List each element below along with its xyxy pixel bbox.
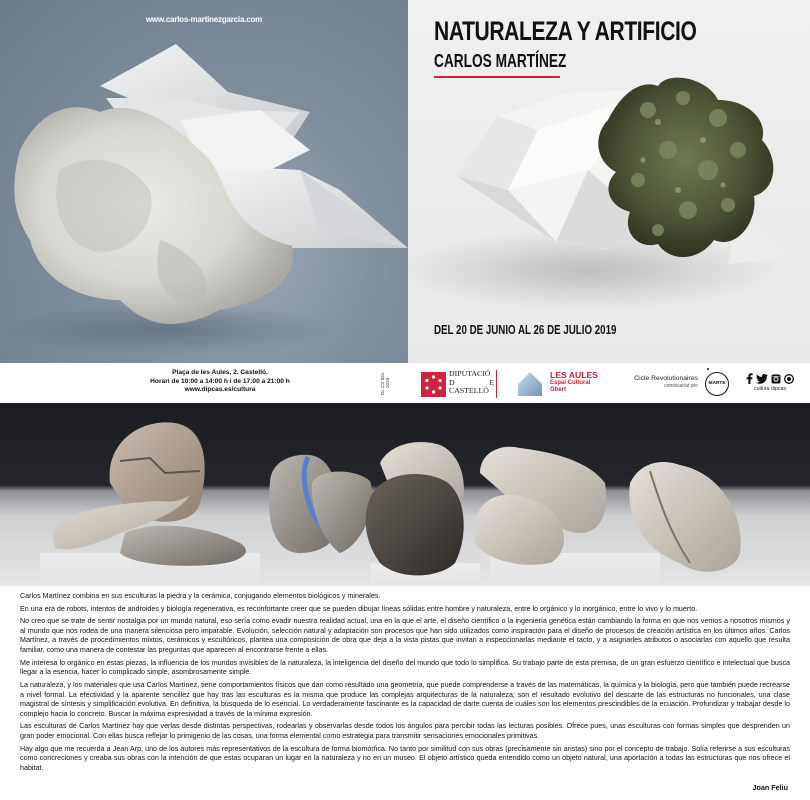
article-paragraph: Las esculturas de Carlos Martínez hay que verlas desde distintas perspectivas, rodearlas y observarlas desde todos los ángulos para percibir todas las lecturas posibles. Ofrece pues, unas esculturas con formas simples que desprenden un gran poder emocional. Con ellas busca reflejar lo primigenio de las cosas, una forma elemental como estrategia para transmitir sensaciones emocionales primitivas.: [20, 722, 790, 741]
instagram-icon[interactable]: [771, 374, 781, 384]
article-paragraph: Hay algo que me recuerda a Jean Arp, uno de los autores más representativos de la escultura de forma biomórfica. No tanto por similitud con sus obras (precisamente sin aristas) sino por el concepto de trabajo. Solía referirse a sus esculturas como concreciones y creaba sus obras con la intención de que estas ocuparan un lugar en la naturaleza y no en un museo. El objeto artístico queda entendido como un objeto natural, una aportación a todas las estructuras que nos ofrece el habitat.: [20, 744, 790, 773]
facebook-icon[interactable]: [746, 373, 753, 384]
stone-paper-sculpture-illustration: [0, 0, 408, 363]
marte-dot-icon: [707, 368, 709, 370]
les-aules-sub2: Obert: [550, 386, 567, 393]
artist-name: CARLOS MARTÍNEZ: [434, 50, 567, 71]
venue-hours: Horari de 10:00 a 14:00 h i de 17:00 a 21:00 h: [150, 377, 290, 385]
article-paragraph: No creo que se trate de sentir nostalgia por un mundo natural, eso sería como evadir nuestra realidad actual, una en la que el arte, el diseño científico o la ingeniería genética están cambiando la forma en que nos vemos a nosotros mismos y al mundo que nos rodea de una manera silenciosa pero imparable. Evolución, selección natural y adaptación son procesos que han sido utilizados como inspiración para el diseño de procesos de creación artística en los últimos años. Carlos Martínez, a través de procedimientos mixtos, cerámicos y escultóricos, plantea una composición de obra que deja a la vista pistas que invitan a inspeccionarlas mediante el tacto, y a asignarles atributos o asociarlas con aquello que resulta familiar, como una manera de contestar las preguntas que aparecen al encontrarse frente a ellas.: [20, 617, 790, 655]
title-panel: [408, 0, 810, 363]
article-paragraph: La naturaleza, y los materiales que usa Carlos Martínez, tiene comportamientos físicos que dan como resultado una geometría, que puede comprenderse a través de las matemáticas, la química y la biología, pero que también puede recrearse a nivel formal. La efectividad y la aparente sencillez que hay tras las esculturas es la misma que produce las complejas arquitecturas de la naturaleza; son el resultado evolutivo del descarte de las estructuras no funcionales, una clase magistral de síntesis y simplificación evolutiva. En definitiva, la búsqueda de lo esencial. Lo verdaderamente fascinante es la capacidad de darte cuenta de cuáles son los elementos prescindibles de la ecuación. Profundizar y trabajar desde lo complejo hacia lo concreto. Buscar la máxima expresividad a través de la mínima expresión.: [20, 680, 790, 718]
sculpture-group-illustration: [0, 403, 810, 586]
author-signature: Joan Feliu: [752, 783, 788, 792]
social-handle: cultura dipcas: [753, 386, 786, 392]
exhibition-title: NATURALEZA Y ARTIFICIO: [434, 16, 697, 46]
logo-marte: MARTE: [705, 372, 729, 396]
other-social-icon[interactable]: [784, 374, 794, 384]
diputacio-line3: CASTELLÓ: [449, 386, 489, 396]
les-aules-title: LES AULES: [550, 370, 598, 380]
diputacio-line2-left: D: [449, 377, 455, 387]
venue-address: Plaça de les Aules, 2. Castelló.: [172, 369, 268, 376]
sculpture-group-photo: [0, 403, 810, 586]
venue-info: [120, 369, 320, 395]
diputacio-line1: DIPUTACIÓ: [449, 369, 491, 378]
legal-deposit: DL CS 551-2019: [380, 371, 390, 395]
article-paragraph: En una era de robots, intentos de androides y biología regenerativa, es reconfortante creer que se pueden dibujar líneas sólidas entre hombre y naturaleza, entre lo orgánico y lo inorgánico, entre lo vivo y lo muerto.: [20, 604, 698, 613]
article-paragraph: Me interesa lo orgánico en estas piezas, la influencia de los mundos invisibles de la naturaleza, la inteligencia del diseño del mundo que todo lo simplifica. Su trabajo parte de esta premisa, de un gran esfuerzo científico e intelectual que busca llegar a la esencia, hacer lo complicado simple, asombrosamente simple.: [20, 658, 790, 677]
les-aules-house-icon: [517, 370, 543, 396]
info-strip: [0, 363, 810, 403]
cicle-curated-by: comissariat per: [664, 383, 698, 389]
venue-url[interactable]: www.dipcas.es/cultura: [184, 386, 256, 394]
cicle-revolutionaires: [612, 375, 698, 389]
accent-divider: [434, 76, 560, 78]
exhibition-dates: DEL 20 DE JUNIO AL 26 DE JULIO 2019: [434, 323, 617, 337]
article-text: [20, 592, 790, 777]
cicle-title: Cicle Revolutionaires: [634, 375, 698, 382]
les-aules-sub1: Espai Cultural: [550, 380, 591, 386]
sculpture-photo-stone-paper: [0, 0, 408, 363]
diputacio-emblem-icon: [421, 372, 446, 397]
social-links: [742, 373, 798, 392]
logo-diputacio-castello: [421, 370, 497, 398]
logo-les-aules: [517, 370, 598, 396]
article-paragraph: Carlos Martínez combina en sus esculturas la piedra y la cerámica, conjugando elementos biológicos y minerales.: [20, 592, 381, 600]
diputacio-line2-right: E: [489, 377, 494, 387]
twitter-icon[interactable]: [756, 374, 768, 384]
artist-website: www.carlos-martinezgarcia.com: [145, 15, 263, 24]
